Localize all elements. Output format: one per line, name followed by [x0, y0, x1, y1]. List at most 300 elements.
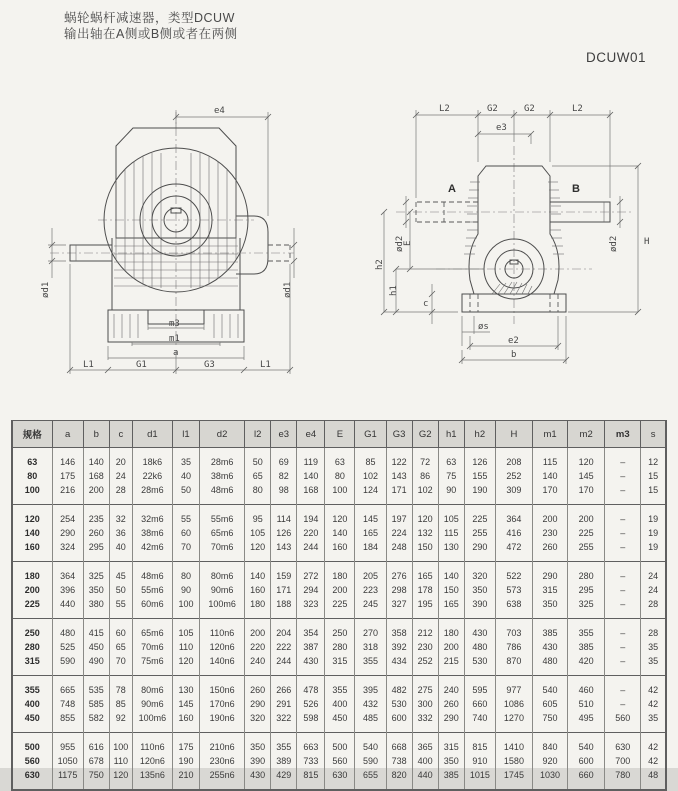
spec-cell: 350 [438, 754, 464, 768]
spec-cell: 252 [495, 469, 532, 483]
spec-cell: 480 [52, 619, 83, 641]
spec-cell: 150 [438, 583, 464, 597]
spec-cell: – [605, 483, 641, 505]
col-header-4: d1 [132, 421, 172, 448]
spec-cell: 430 [464, 619, 495, 641]
spec-cell: 82 [271, 469, 297, 483]
spec-cell: 222 [271, 640, 297, 654]
spec-cell: 977 [495, 676, 532, 698]
spec-cell: 430 [533, 640, 568, 654]
dim-label-G1: G1 [136, 360, 147, 370]
col-header-17: m1 [533, 421, 568, 448]
spec-cell: 180 [325, 562, 355, 584]
spec-cell: 32 [109, 505, 132, 527]
spec-cell: 275 [412, 676, 438, 698]
spec-cell: 145 [355, 505, 386, 527]
spec-cell: – [605, 540, 641, 562]
spec-cell: 560 [12, 754, 52, 768]
spec-cell: 490 [83, 654, 109, 676]
spec-cell: 522 [495, 562, 532, 584]
spec-cell: 630 [12, 768, 52, 790]
spec-cell: 178 [412, 583, 438, 597]
spec-cell: 197 [386, 505, 412, 527]
dim-label-L2-left: L2 [439, 104, 450, 114]
col-header-3: c [109, 421, 132, 448]
spec-cell: 295 [568, 583, 605, 597]
spec-cell: – [605, 640, 641, 654]
page-title [64, 10, 238, 42]
spec-cell: 102 [355, 469, 386, 483]
spec-cell: 638 [495, 597, 532, 619]
spec-cell: 126 [271, 526, 297, 540]
spec-cell: 400 [12, 697, 52, 711]
spec-cell: 194 [297, 505, 325, 527]
spec-cell: 450 [12, 711, 52, 733]
spec-cell: 600 [386, 711, 412, 733]
spec-row-120 [12, 505, 666, 527]
title-line-1: 蜗轮蜗杆减速器，类型DCUW [64, 11, 235, 25]
spec-cell: 324 [52, 540, 83, 562]
spec-cell: 780 [605, 768, 641, 790]
spec-cell: 19 [641, 505, 666, 527]
spec-cell: 102 [412, 483, 438, 505]
spec-cell: 434 [386, 654, 412, 676]
spec-cell: 420 [568, 654, 605, 676]
spec-cell: 630 [325, 768, 355, 790]
spec-cell: 100 [109, 733, 132, 755]
spec-cell: 190 [464, 483, 495, 505]
spec-row-630 [12, 768, 666, 790]
col-header-20: s [641, 421, 666, 448]
spec-cell: 733 [297, 754, 325, 768]
spec-cell: 220 [245, 640, 271, 654]
spec-cell: 955 [52, 733, 83, 755]
dim-label-d2-left: ød2 [395, 235, 405, 252]
col-header-1: a [52, 421, 83, 448]
spec-cell: 38m6 [200, 469, 245, 483]
spec-cell: 663 [297, 733, 325, 755]
spec-cell: 170n6 [200, 697, 245, 711]
spec-cell: 130 [438, 540, 464, 562]
spec-row-250 [12, 619, 666, 641]
spec-cell: 140 [297, 469, 325, 483]
spec-row-80 [12, 469, 666, 483]
dim-label-m1: m1 [169, 334, 180, 344]
spec-cell: 224 [386, 526, 412, 540]
spec-row-315 [12, 654, 666, 676]
spec-cell: 1030 [533, 768, 568, 790]
spec-cell: 298 [386, 583, 412, 597]
col-header-7: l2 [245, 421, 271, 448]
spec-cell: 55m6 [132, 583, 172, 597]
spec-cell: 364 [52, 562, 83, 584]
spec-cell: 145 [172, 697, 199, 711]
spec-cell: 600 [568, 754, 605, 768]
col-header-6: d2 [200, 421, 245, 448]
spec-cell: 124 [355, 483, 386, 505]
spec-cell: 80m6 [132, 676, 172, 698]
spec-cell: 140 [83, 448, 109, 470]
spec-cell: 1050 [52, 754, 83, 768]
spec-cell: 24 [641, 583, 666, 597]
spec-cell: 225 [568, 526, 605, 540]
col-header-2: b [83, 421, 109, 448]
dim-label-h1: h1 [389, 285, 399, 296]
spec-cell: 171 [271, 583, 297, 597]
spec-cell: 100 [172, 597, 199, 619]
spec-cell: 190 [172, 754, 199, 768]
spec-cell: 290 [533, 562, 568, 584]
spec-cell: 24 [641, 562, 666, 584]
spec-cell: 12 [641, 448, 666, 470]
spec-cell: 244 [271, 654, 297, 676]
spec-cell: 255 [568, 540, 605, 562]
spec-cell: 400 [325, 697, 355, 711]
spec-row-63 [12, 448, 666, 470]
spec-cell: 200 [83, 483, 109, 505]
spec-cell: – [605, 583, 641, 597]
spec-cell: 309 [495, 483, 532, 505]
spec-cell: 42 [641, 733, 666, 755]
spec-cell: 45 [109, 562, 132, 584]
spec-cell: 416 [495, 526, 532, 540]
spec-cell: 295 [83, 540, 109, 562]
shaft-b-label: B [572, 183, 580, 195]
spec-cell: 220 [297, 526, 325, 540]
spec-cell: 115 [438, 526, 464, 540]
spec-cell: 28 [109, 483, 132, 505]
spec-cell: 42 [641, 697, 666, 711]
spec-cell: 180 [438, 619, 464, 641]
spec-cell: 266 [271, 676, 297, 698]
spec-cell: 660 [464, 697, 495, 711]
spec-cell: 90 [438, 483, 464, 505]
spec-cell: 276 [386, 562, 412, 584]
dim-label-L2-right: L2 [572, 104, 583, 114]
spec-cell: 78 [109, 676, 132, 698]
spec-cell: 145 [568, 469, 605, 483]
spec-cell: 140 [533, 469, 568, 483]
spec-cell: 19 [641, 526, 666, 540]
spec-cell: – [605, 676, 641, 698]
model-code: DCUW01 [585, 50, 646, 65]
spec-row-500 [12, 733, 666, 755]
spec-cell: 86 [412, 469, 438, 483]
spec-cell: 432 [355, 697, 386, 711]
spec-cell: 110 [172, 640, 199, 654]
spec-cell: 35 [641, 654, 666, 676]
spec-cell: 140n6 [200, 654, 245, 676]
spec-cell: 244 [297, 540, 325, 562]
spec-cell: 200 [325, 583, 355, 597]
spec-cell: 294 [297, 583, 325, 597]
spec-cell: 380 [83, 597, 109, 619]
spec-cell: 300 [412, 697, 438, 711]
spec-cell: 485 [355, 711, 386, 733]
spec-cell: 320 [245, 711, 271, 733]
spec-cell: 390 [245, 754, 271, 768]
spec-cell: 855 [52, 711, 83, 733]
spec-cell: 40 [109, 540, 132, 562]
dim-label-b: b [511, 350, 517, 360]
spec-cell: 132 [412, 526, 438, 540]
spec-cell: 48 [641, 768, 666, 790]
spec-cell: – [605, 526, 641, 540]
spec-cell: 165 [355, 526, 386, 540]
spec-cell: 350 [83, 583, 109, 597]
spec-cell: 510 [568, 697, 605, 711]
spec-cell: 235 [83, 505, 109, 527]
spec-cell: 40 [172, 469, 199, 483]
spec-cell: 291 [271, 697, 297, 711]
spec-cell: 72 [412, 448, 438, 470]
spec-cell: 573 [495, 583, 532, 597]
spec-cell: 200 [245, 619, 271, 641]
dim-label-a: a [173, 348, 179, 358]
spec-cell: 36 [109, 526, 132, 540]
dim-label-G2-right: G2 [524, 104, 535, 114]
spec-row-450 [12, 711, 666, 733]
spec-cell: 392 [386, 640, 412, 654]
spec-row-225 [12, 597, 666, 619]
spec-cell: 260 [245, 676, 271, 698]
spec-cell: 80m6 [200, 562, 245, 584]
spec-cell: 120 [109, 768, 132, 790]
spec-cell: 525 [52, 640, 83, 654]
spec-cell: 140 [325, 526, 355, 540]
spec-cell: 146 [52, 448, 83, 470]
col-header-5: l1 [172, 421, 199, 448]
spec-cell: 660 [568, 768, 605, 790]
spec-cell: 85 [109, 697, 132, 711]
spec-cell: 815 [464, 733, 495, 755]
spec-cell: 535 [83, 676, 109, 698]
spec-cell: 250 [12, 619, 52, 641]
title-line-2: 输出轴在A侧或B侧或者在两侧 [64, 27, 238, 41]
spec-table-body [12, 448, 666, 791]
spec-cell: 385 [568, 640, 605, 654]
spec-cell: 15 [641, 483, 666, 505]
spec-cell: 254 [52, 505, 83, 527]
spec-cell: 120 [172, 654, 199, 676]
dim-label-s: øs [478, 322, 489, 332]
spec-cell: 678 [83, 754, 109, 768]
side-view-drawing [366, 84, 666, 384]
spec-cell: 160 [172, 711, 199, 733]
spec-cell: – [605, 619, 641, 641]
spec-cell: 24 [109, 469, 132, 483]
spec-cell: 38m6 [132, 526, 172, 540]
dim-label-h2: h2 [375, 259, 385, 270]
spec-cell: 119 [297, 448, 325, 470]
dim-label-c: c [423, 299, 429, 309]
spec-cell: 80 [12, 469, 52, 483]
spec-cell: 204 [271, 619, 297, 641]
dim-label-L1-right: L1 [260, 360, 271, 370]
spec-cell: 252 [412, 654, 438, 676]
spec-row-200 [12, 583, 666, 597]
spec-cell: 365 [412, 733, 438, 755]
spec-cell: 472 [495, 540, 532, 562]
spec-cell: 120 [325, 505, 355, 527]
spec-cell: 223 [355, 583, 386, 597]
spec-cell: 482 [386, 676, 412, 698]
spec-cell: 20 [109, 448, 132, 470]
spec-row-560 [12, 754, 666, 768]
spec-cell: 130 [172, 676, 199, 698]
spec-cell: 120 [245, 540, 271, 562]
spec-table-wrap [11, 420, 667, 791]
spec-cell: 387 [297, 640, 325, 654]
spec-cell: 110 [109, 754, 132, 768]
spec-cell: 225 [464, 505, 495, 527]
spec-cell: 540 [355, 733, 386, 755]
spec-cell: 55 [172, 505, 199, 527]
col-header-8: e3 [271, 421, 297, 448]
spec-cell: 110n6 [200, 619, 245, 641]
dim-label-E: E [403, 240, 413, 246]
spec-cell: 80 [172, 562, 199, 584]
spec-cell: 450 [83, 640, 109, 654]
spec-cell: 171 [386, 483, 412, 505]
spec-cell: 70 [172, 540, 199, 562]
spec-cell: 750 [533, 711, 568, 733]
spec-cell: 910 [464, 754, 495, 768]
spec-cell: 616 [83, 733, 109, 755]
spec-cell: 190n6 [200, 711, 245, 733]
spec-cell: 318 [355, 640, 386, 654]
spec-cell: 55 [109, 597, 132, 619]
spec-cell: 155 [464, 469, 495, 483]
spec-cell: 160 [12, 540, 52, 562]
spec-row-355 [12, 676, 666, 698]
dim-label-d1-right: ød1 [283, 281, 293, 298]
spec-cell: 315 [12, 654, 52, 676]
spec-cell: 585 [83, 697, 109, 711]
spec-cell: 350 [464, 583, 495, 597]
spec-cell: 48m6 [200, 483, 245, 505]
dim-label-e3: e3 [496, 123, 507, 133]
spec-cell: 530 [464, 654, 495, 676]
spec-cell: 143 [386, 469, 412, 483]
spec-cell: 80 [325, 469, 355, 483]
spec-cell: 355 [12, 676, 52, 698]
spec-cell: 160 [245, 583, 271, 597]
spec-cell: 22k6 [132, 469, 172, 483]
spec-cell: 35 [641, 640, 666, 654]
spec-cell: 200 [533, 505, 568, 527]
spec-cell: 332 [412, 711, 438, 733]
spec-cell: 1410 [495, 733, 532, 755]
spec-cell: 42 [641, 676, 666, 698]
spec-cell: 590 [355, 754, 386, 768]
col-header-19: m3 [605, 421, 641, 448]
spec-cell: 389 [271, 754, 297, 768]
spec-cell: 290 [52, 526, 83, 540]
spec-cell: 180 [12, 562, 52, 584]
spec-cell: 205 [355, 562, 386, 584]
spec-cell: – [605, 697, 641, 711]
spec-cell: 114 [271, 505, 297, 527]
spec-cell: 168 [83, 469, 109, 483]
spec-cell: 70 [109, 654, 132, 676]
spec-cell: 540 [533, 676, 568, 698]
col-header-15: h2 [464, 421, 495, 448]
col-header-18: m2 [568, 421, 605, 448]
spec-cell: 358 [386, 619, 412, 641]
spec-cell: 390 [464, 597, 495, 619]
spec-cell: 80 [245, 483, 271, 505]
dim-label-e2: e2 [508, 336, 519, 346]
spec-row-160 [12, 540, 666, 562]
spec-cell: 110n6 [132, 733, 172, 755]
col-header-11: G1 [355, 421, 386, 448]
spec-cell: 840 [533, 733, 568, 755]
spec-cell: 170 [568, 483, 605, 505]
spec-cell: 480 [533, 654, 568, 676]
spec-cell: 175 [172, 733, 199, 755]
dim-label-d1-left: ød1 [41, 281, 51, 298]
spec-cell: 105 [438, 505, 464, 527]
spec-cell: 1175 [52, 768, 83, 790]
spec-table-header-row [12, 421, 666, 448]
spec-cell: 140 [245, 562, 271, 584]
spec-cell: 143 [271, 540, 297, 562]
spec-cell: 738 [386, 754, 412, 768]
spec-cell: 526 [297, 697, 325, 711]
spec-cell: 598 [297, 711, 325, 733]
spec-cell: 322 [271, 711, 297, 733]
spec-cell: 323 [297, 597, 325, 619]
spec-cell: 355 [271, 733, 297, 755]
spec-cell: 315 [325, 654, 355, 676]
spec-cell: 63 [325, 448, 355, 470]
spec-cell: 188 [271, 597, 297, 619]
spec-cell: 32m6 [132, 505, 172, 527]
spec-cell: 240 [438, 676, 464, 698]
dim-label-G2-left: G2 [487, 104, 498, 114]
spec-cell: 703 [495, 619, 532, 641]
spec-cell: 115 [533, 448, 568, 470]
spec-cell: 450 [325, 711, 355, 733]
spec-cell: 327 [386, 597, 412, 619]
spec-cell: 500 [12, 733, 52, 755]
spec-cell: 105 [172, 619, 199, 641]
spec-cell: 48m6 [132, 562, 172, 584]
spec-cell: 42m6 [132, 540, 172, 562]
spec-cell: 200 [568, 505, 605, 527]
spec-cell: 245 [355, 597, 386, 619]
spec-row-280 [12, 640, 666, 654]
spec-cell: 60 [109, 619, 132, 641]
spec-cell: 135n6 [132, 768, 172, 790]
spec-cell: – [605, 448, 641, 470]
spec-cell: 69 [271, 448, 297, 470]
spec-cell: 325 [568, 597, 605, 619]
spec-cell: 540 [568, 733, 605, 755]
col-header-14: h1 [438, 421, 464, 448]
spec-cell: 1015 [464, 768, 495, 790]
spec-cell: 440 [412, 768, 438, 790]
spec-cell: 90m6 [200, 583, 245, 597]
spec-cell: 19 [641, 540, 666, 562]
spec-cell: 100m6 [132, 711, 172, 733]
spec-cell: 415 [83, 619, 109, 641]
spec-table [11, 420, 667, 791]
spec-cell: 700 [605, 754, 641, 768]
spec-cell: 160 [325, 540, 355, 562]
spec-cell: 750 [83, 768, 109, 790]
